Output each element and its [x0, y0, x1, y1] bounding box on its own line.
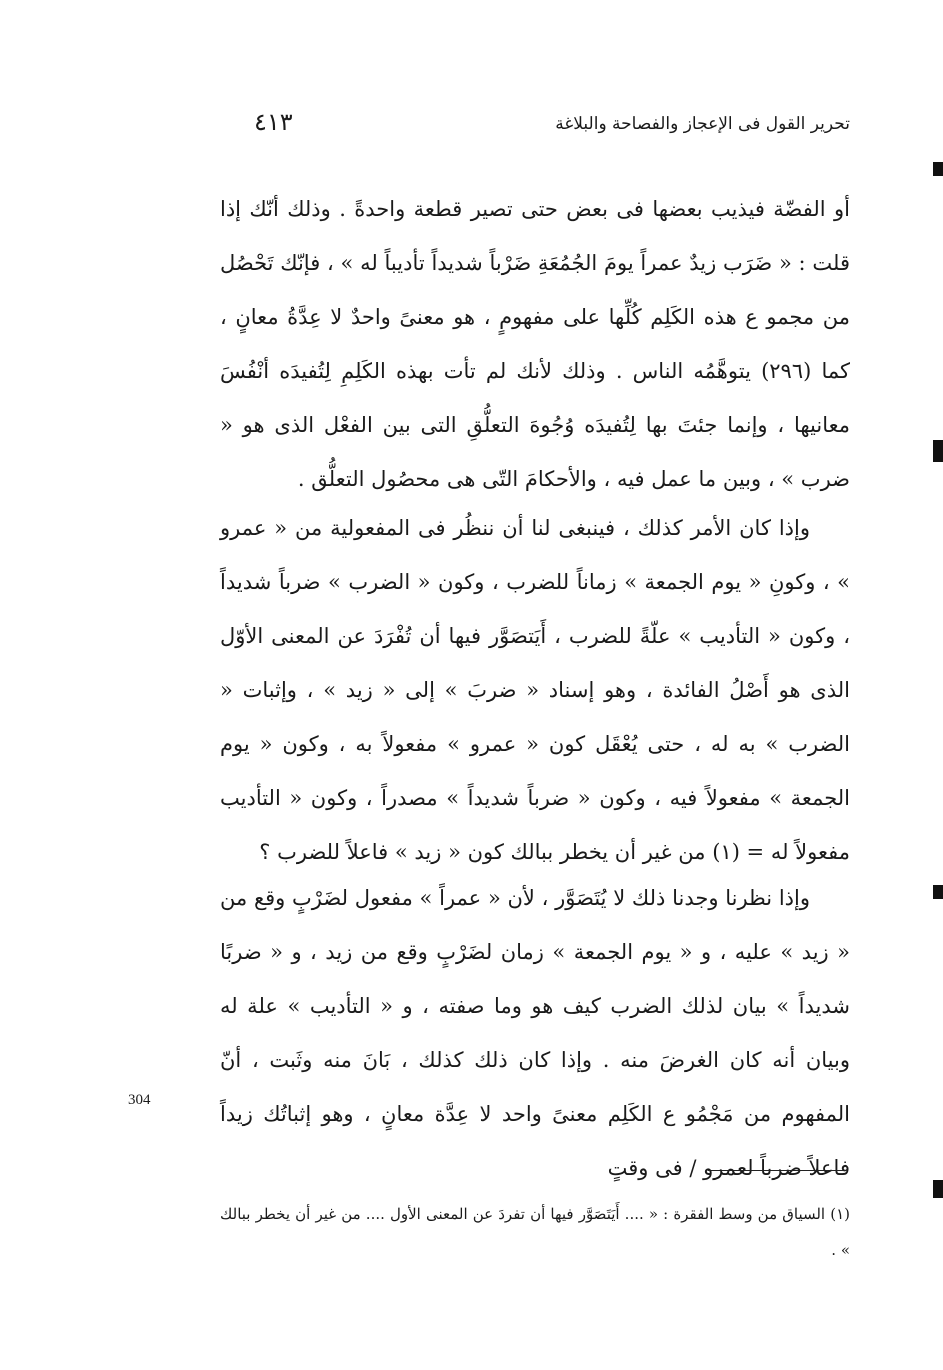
paragraph-text: وإذا كان الأمر كذلك ، فينبغى لنا أن ننظُر فى المفعولية من « عمرو » ، وكونِ « يوم الجمعة » زماناً للضرب ، وكون « الضرب » ضرباً شديداً ، وكون « التأديب » علّةً للضرب ، أَيَتصَوَّر فيها أن تُفْرَدَ عن المعنى الأوّل الذى هو أَصْلُ الفائدة ، وهو إسناد « ضربَ » إلى « زيد » ، وإثبات « الضرب » به له ، حتى يُعْقَل كون « عمرو » مفعولاً به ، وكون « يوم الجمعة » مفعولاً فيه ، وكون « ضرباً شديداً » مصدراً ، وكون « التأديب مفعولاً له = (١) من غير أن يخطر ببالك كون « زيد » فاعلاً للضرب ؟ [220, 516, 850, 864]
paragraph-text: أو الفضّة فيذيب بعضها فى بعض حتى تصير قطعة واحدةً . وذلك أنّك إذا قلت : « ضَرَب زيدٌ عمراً يومَ الجُمُعَةِ ضَرْباً شديداً تأديباً له » ، فإنّك تَحْصُل من مجمو ع هذه الكَلِم كُلِّها على مفهومٍ ، هو معنىً واحدٌ لا عِدَّةُ معانٍ ، كما (٢٩٦) يتوهَّمُه الناس . وذلك لأنك لم تأت بهذه الكَلِمِ لِتُفيدَه أنْفُسَ معانيها ، وإنما جئتَ بها لِتُفيدَه وُجُوهَ التعلُّقِ التى بين الفعْل الذى هو « ضرب » ، وبين ما عمل فيه ، والأحكامَ التّى هى محصُول التعلُّق . [220, 197, 850, 491]
header-title: تحرير القول فى الإعجاز والفصاحة والبلاغة [555, 114, 850, 134]
footnote-text: (١) السياق من وسط الفقرة : « .... أَيَتَصَوَّر فيها أن تفردَ عن المعنى الأول .... من غير أن يخطر ببالك » . [220, 1205, 850, 1259]
scan-edge-mark [933, 885, 943, 899]
footnote [220, 1196, 850, 1268]
scan-edge-mark [933, 1180, 943, 1198]
running-header [220, 108, 850, 144]
paragraph-2 [220, 501, 850, 879]
page-number: ٤١٣ [254, 108, 293, 136]
margin-page-reference: 304 [128, 1092, 151, 1108]
footnote-divider [708, 1170, 846, 1171]
scan-edge-mark [933, 440, 943, 462]
paragraph-1 [220, 182, 850, 506]
paragraph-text: وإذا نظرنا وجدنا ذلك لا يُتَصَوَّر ، لأن « عمراً » مفعول لضَرْبٍ وقع من « زيد » عليه ، و « يوم الجمعة » زمان لضَرْبٍ وقع من زيد ، و « ضربًا شديداً » بيان لذلك الضرب كيف هو وما صفته ، و « التأديب » علة له وبيان أنه كان الغرضَ منه . وإذا كان ذلك كذلك ، بَانَ منه وثَبت ، أنّ المفهوم من مَجْمُو ع الكَلِم معنىً واحد لا عِدَّة معانٍ ، وهو إثباتُك زيداً فاعلاً ضرباً لعمرو / فى وقتٍ [220, 886, 850, 1180]
scan-edge-mark [933, 162, 943, 176]
paragraph-3 [220, 871, 850, 1195]
